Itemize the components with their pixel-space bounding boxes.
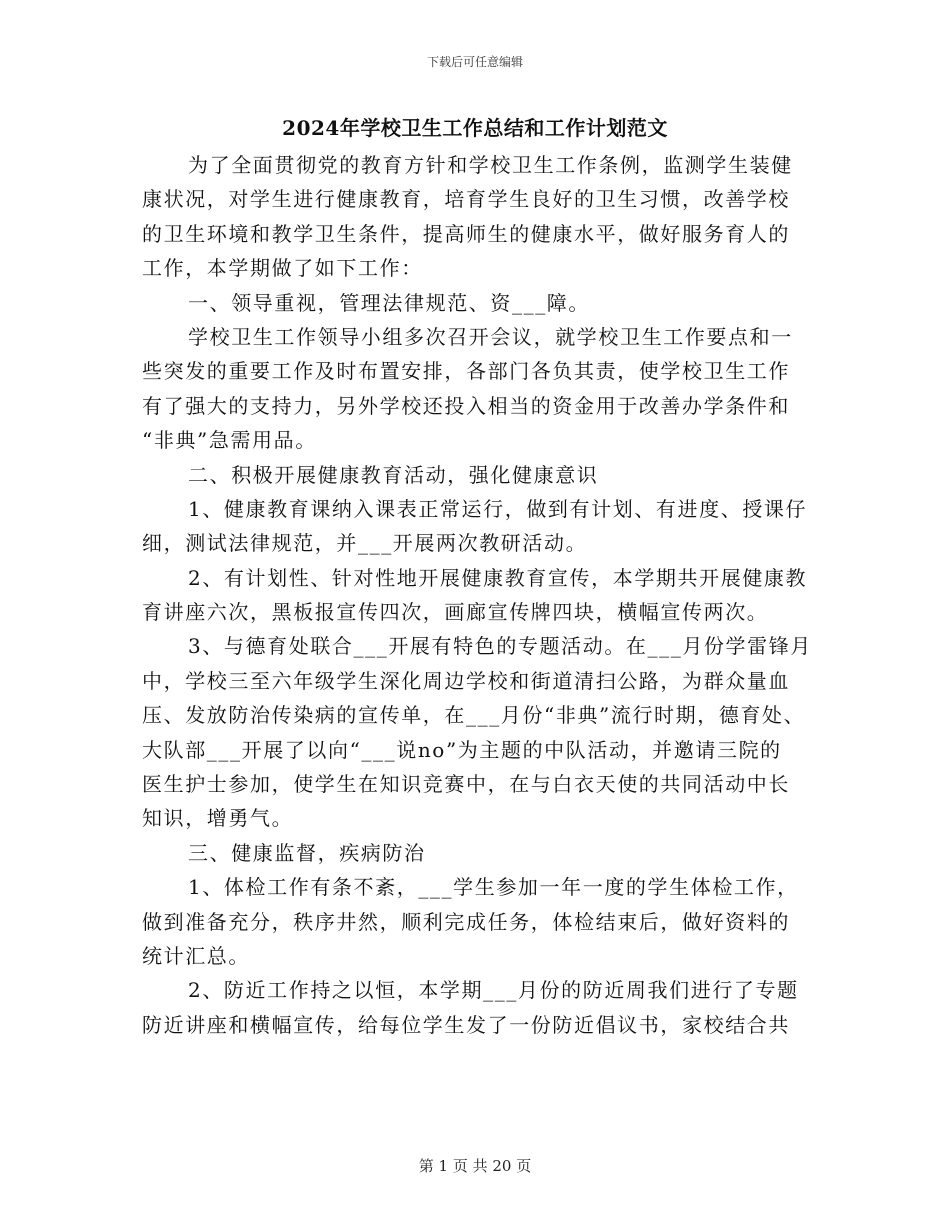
section-heading: 二、积极开展健康教育活动，强化健康意识 — [188, 462, 599, 487]
section-heading: 三、健康监督，疾病防治 — [188, 840, 426, 865]
body-line: 压、发放防治传染病的宣传单，在___月份“非典”流行时期，德育处、 — [142, 703, 806, 728]
body-line: 知识，增勇气。 — [142, 806, 294, 831]
body-line: 做到准备充分，秩序井然，顺利完成任务，体检结束后，做好资料的 — [142, 909, 790, 934]
body-line: 学校卫生工作领导小组多次召开会议，就学校卫生工作要点和一 — [188, 324, 793, 349]
body-line: 的卫生环境和教学卫生条件，提高师生的健康水平，做好服务育人的 — [142, 221, 790, 246]
body-line: 统计汇总。 — [142, 943, 250, 968]
body-line: 医生护士参加，使学生在知识竞赛中，在与白衣天使的共同活动中长 — [142, 772, 790, 797]
body-line: 中，学校三至六年级学生深化周边学校和街道清扫公路，为群众量血 — [142, 668, 790, 693]
document-body — [142, 148, 812, 1042]
body-line: 细，测试法律规范，并___开展两次教研活动。 — [142, 531, 588, 556]
body-line: 大队部___开展了以向“___说no”为主题的中队活动，并邀请三院的 — [142, 737, 782, 762]
body-line: 1、体检工作有条不紊，___学生参加一年一度的学生体检工作， — [188, 875, 799, 900]
body-line: 为了全面贯彻党的教育方针和学校卫生工作条例，监测学生装健 — [188, 153, 793, 177]
section-heading: 一、领导重视，管理法律规范、资___障。 — [188, 290, 590, 315]
body-line: 育讲座六次，黑板报宣传四次，画廊宣传牌四块，横幅宣传两次。 — [142, 600, 769, 625]
body-line: 康状况，对学生进行健康教育，培育学生良好的卫生习惯，改善学校 — [142, 187, 790, 212]
body-line: 工作，本学期做了如下工作： — [142, 256, 423, 281]
body-line: 些突发的重要工作及时布置安排，各部门各负其责，使学校卫生工作 — [142, 359, 790, 384]
body-line: 1、健康教育课纳入课表正常运行，做到有计划、有进度、授课仔 — [188, 496, 808, 521]
body-line: 有了强大的支持力，另外学校还投入相当的资金用于改善办学条件和 — [142, 393, 790, 418]
page-footer-number: 第 1 页 共 20 页 — [418, 1157, 532, 1175]
body-line: 防近讲座和横幅宣传，给每位学生发了一份防近倡议书，家校结合共 — [142, 1012, 790, 1037]
document-title: 2024年学校卫生工作总结和工作计划范文 — [282, 116, 668, 140]
body-line: 3、与德育处联合___开展有特色的专题活动。在___月份学雷锋月 — [188, 634, 812, 659]
body-line: 2、防近工作持之以恒，本学期___月份的防近周我们进行了专题 — [188, 978, 799, 1003]
page-header-note: 下载后可任意编辑 — [426, 55, 523, 69]
body-line: “非典”急需用品。 — [142, 428, 317, 453]
body-line: 2、有计划性、针对性地开展健康教育宣传，本学期共开展健康教 — [188, 565, 808, 590]
